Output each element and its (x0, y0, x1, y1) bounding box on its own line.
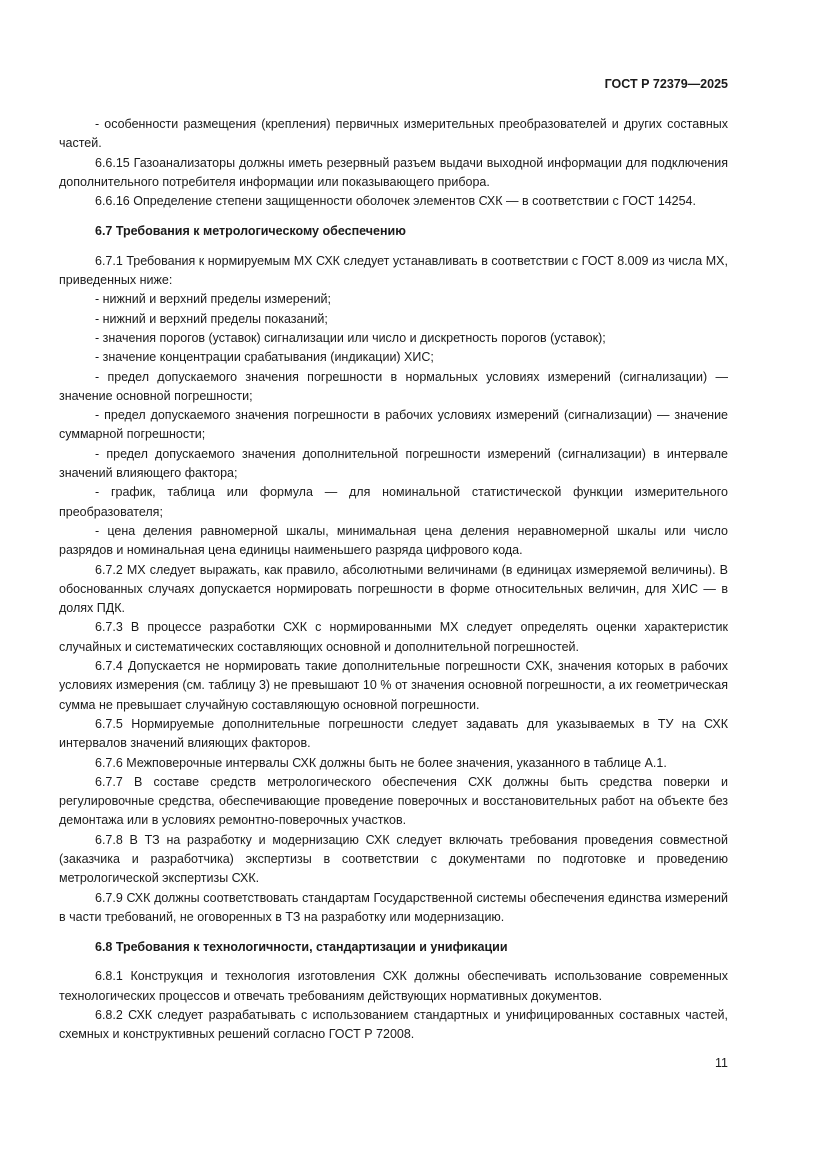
paragraph: 6.7.4 Допускается не нормировать такие дополнительные погрешности СХК, значения которых в рабочих условиях измерения (см. таблицу 3) не превышают 10 % от значения основной погрешности, а их геометрическая сумма не превышает случайную составляющую основной погрешности. (59, 659, 728, 712)
paragraph: 6.6.15 Газоанализаторы должны иметь резервный разъем выдачи выходной информации для подключения дополнительного потребителя информации или показывающего прибора. (59, 155, 728, 189)
paragraph: - предел допускаемого значения погрешности в нормальных условиях измерений (сигнализации) — значение основной погрешности; (59, 369, 728, 403)
document-code-header: ГОСТ Р 72379—2025 (604, 77, 728, 91)
paragraph: 6.8.2 СХК следует разрабатывать с использованием стандартных и унифицированных составных частей, схемных и конструктивных решений согласно ГОСТ Р 72008. (59, 1008, 728, 1042)
paragraph: 6.7.5 Нормируемые дополнительные погрешности следует задавать для указываемых в ТУ на СХК интервалов значений влияющих факторов. (59, 716, 728, 751)
paragraph: 6.6.16 Определение степени защищенности оболочек элементов СХК — в соответствии с ГОСТ 14254. (95, 194, 696, 209)
paragraph: - предел допускаемого значения погрешности в рабочих условиях измерений (сигнализации) — значение суммарной погрешности; (59, 408, 728, 442)
paragraph: - нижний и верхний пределы измерений; (95, 292, 332, 307)
section-heading: 6.7 Требования к метрологическому обеспечению (95, 224, 406, 239)
page-number: 11 (715, 1056, 728, 1070)
paragraph: - график, таблица или формула — для номинальной статистической функции измерительного преобразователя; (59, 485, 728, 519)
document-body (59, 115, 728, 1045)
paragraph: 6.7.1 Требования к нормируемым МХ СХК следует устанавливать в соответствии с ГОСТ 8.009 из числа МХ, приведенных ниже: (59, 253, 728, 288)
paragraph: 6.7.2 МХ следует выражать, как правило, абсолютными величинами (в единицах измеряемой величины). В обоснованных случаях допускается нормировать погрешности в форме относительных величин, для ХИС — в долях ПДК. (59, 562, 728, 616)
paragraph: - значения порогов (уставок) сигнализации или число и дискретность порогов (уставок); (95, 330, 606, 345)
paragraph: 6.7.8 В ТЗ на разработку и модернизацию СХК следует включать требования проведения совместной (заказчика и разработчика) экспертизы в соответствии с документами по подготовке и проведению метрологической экспертизы СХК. (59, 832, 728, 886)
paragraph: 6.7.7 В составе средств метрологического обеспечения СХК должны быть средства поверки и регулировочные средства, обеспечивающие проведение поверочных и восстановительных работ на объекте без демонтажа или в условиях ремонтно-поверочных участков. (59, 774, 728, 828)
paragraph: - значение концентрации срабатывания (индикации) ХИС; (95, 350, 434, 365)
paragraph: 6.7.3 В процессе разработки СХК с нормированными МХ следует определять оценки характеристик случайных и систематических составляющих основной и дополнительной погрешностей. (59, 620, 728, 654)
paragraph: - нижний и верхний пределы показаний; (95, 311, 328, 326)
paragraph: - особенности размещения (крепления) первичных измерительных преобразователей и других составных частей. (59, 117, 728, 151)
paragraph: - цена деления равномерной шкалы, минимальная цена деления неравномерной шкалы или число разрядов и номинальная цена единицы наименьшего разряда цифрового кода. (59, 523, 728, 558)
paragraph: - предел допускаемого значения дополнительной погрешности измерений (сигнализации) в интервале значений влияющего фактора; (59, 446, 728, 481)
paragraph: 6.8.1 Конструкция и технология изготовления СХК должны обеспечивать использование современных технологических процессов и отвечать требованиям действующих нормативных документов. (59, 969, 728, 1003)
section-heading: 6.8 Требования к технологичности, стандартизации и унификации (95, 940, 508, 955)
paragraph: 6.7.6 Межповерочные интервалы СХК должны быть не более значения, указанного в таблице А.1. (95, 755, 667, 770)
paragraph: 6.7.9 СХК должны соответствовать стандартам Государственной системы обеспечения единства измерений в части требований, не оговоренных в ТЗ на разработку или модернизацию. (59, 890, 728, 924)
